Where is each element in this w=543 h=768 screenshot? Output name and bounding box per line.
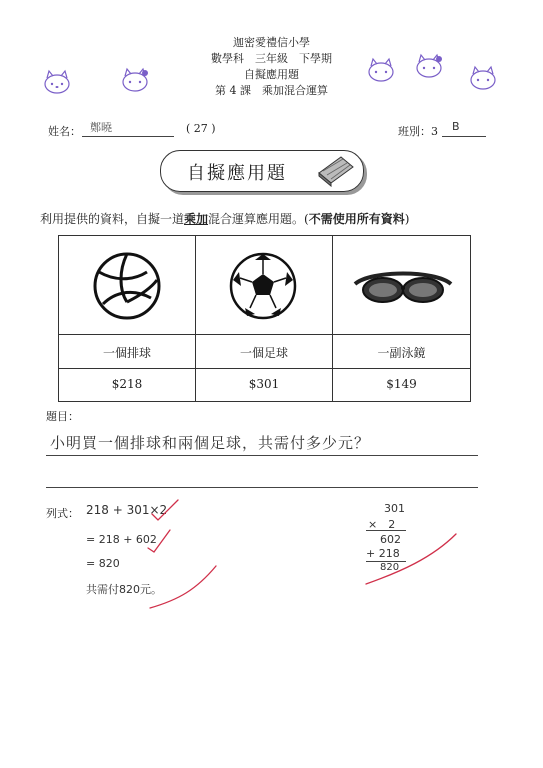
- vertical-row-5: 820: [380, 562, 400, 573]
- student-number: ( 27 ): [186, 122, 216, 135]
- eraser-icon: [313, 153, 357, 187]
- vertical-row-1: 301: [384, 502, 405, 515]
- banner-title: 自擬應用題: [187, 163, 287, 184]
- answer-line-1: [46, 455, 478, 456]
- question-label: 題目：: [46, 410, 79, 423]
- item-price: $218: [111, 377, 143, 391]
- working-line-3: = 820: [86, 557, 120, 570]
- class-label: 班別：3: [398, 125, 438, 138]
- item-price: $301: [248, 377, 280, 391]
- kitty-decoration-icon: [40, 68, 74, 98]
- instruction-part2: 混合運算應用題。(: [208, 212, 309, 226]
- kitty-decoration-icon: [466, 64, 500, 94]
- working-line-1: 218 + 301×2: [86, 503, 168, 517]
- name-value: 鄭曉: [90, 121, 112, 134]
- unit-title: 自擬應用題: [244, 68, 299, 81]
- title-banner: [160, 150, 364, 192]
- kitty-decoration-icon: [412, 52, 446, 82]
- school-name: 迦密愛禮信小學: [233, 36, 310, 49]
- instruction-emphasis: 乘加: [184, 212, 209, 226]
- instruction: [40, 210, 409, 227]
- swim-goggles-icon: [351, 264, 455, 308]
- subject-line: 數學科 三年級 下學期: [211, 52, 332, 65]
- name-label: 姓名：: [48, 125, 81, 138]
- vertical-rule-1: [366, 530, 406, 531]
- working-label: 列式：: [46, 507, 79, 520]
- working-line-4: 共需付820元。: [86, 583, 162, 596]
- instruction-part1: 利用提供的資料，自擬一道: [40, 212, 185, 226]
- answer-line-2: [46, 487, 478, 488]
- soccer-ball-icon: [227, 250, 299, 322]
- info-table: [58, 235, 471, 402]
- instruction-bold: 不需使用所有資料: [308, 212, 405, 226]
- class-underline: [442, 136, 486, 137]
- kitty-decoration-icon: [364, 56, 398, 86]
- volleyball-icon: [91, 250, 163, 322]
- item-label: 一副泳鏡: [377, 346, 426, 360]
- instruction-part3: ): [404, 212, 410, 226]
- name-underline: [82, 136, 174, 137]
- kitty-decoration-icon: [118, 66, 152, 96]
- question-answer: 小明買一個排球和兩個足球，共需付多少元？: [50, 434, 371, 452]
- item-price: $149: [386, 377, 417, 391]
- vertical-row-3: 602: [380, 533, 401, 546]
- lesson-title: 第 4 課 乘加混合運算: [215, 84, 328, 97]
- vertical-row-4: + 218: [366, 547, 400, 560]
- vertical-row-2: × 2: [368, 518, 396, 531]
- item-label: 一個排球: [102, 346, 151, 360]
- item-label: 一個足球: [239, 346, 288, 360]
- class-value: B: [452, 120, 460, 133]
- working-line-2: = 218 + 602: [86, 533, 157, 546]
